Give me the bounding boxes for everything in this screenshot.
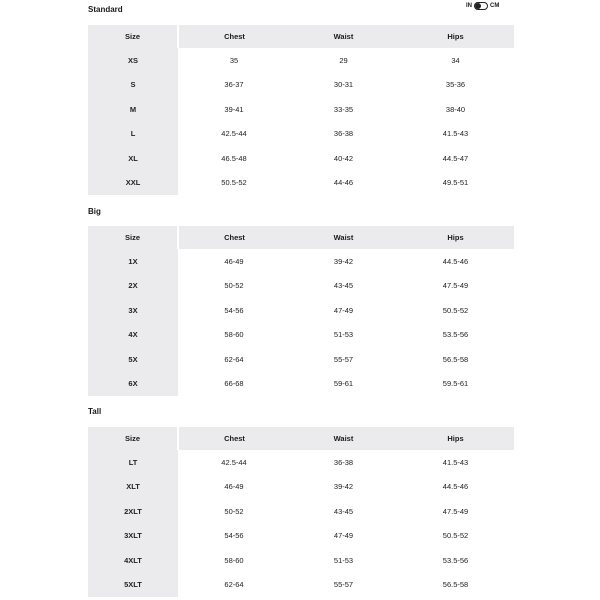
cell-chest: 36-37: [224, 80, 244, 90]
cell-hips: 44.5-46: [442, 256, 469, 266]
table-row: [88, 475, 514, 500]
cell-size: 5XLT: [88, 573, 178, 598]
cell-hips: 53.5-56: [442, 330, 469, 340]
cell-size: 5X: [88, 347, 178, 372]
cell-waist: 43-45: [333, 506, 354, 516]
table-row: [88, 274, 514, 299]
table-row: [88, 372, 514, 397]
cell-waist: 29: [339, 55, 348, 65]
cell-hips: 47.5-49: [442, 506, 469, 516]
cell-waist: 51-53: [333, 555, 354, 565]
cell-waist: 36-38: [333, 129, 354, 139]
table-header-row: [88, 427, 514, 450]
cell-chest: 54-56: [224, 531, 244, 541]
cell-chest: 50-52: [224, 281, 244, 291]
table-row: [88, 48, 514, 73]
column-header-hips: Hips: [397, 226, 514, 249]
cell-size: 3XLT: [88, 524, 178, 549]
cell-chest: 50.5-52: [221, 178, 247, 188]
cell-hips: 49.5-51: [442, 178, 469, 188]
cell-size: XLT: [88, 475, 178, 500]
table-header-row: [88, 226, 514, 249]
cell-hips: 44.5-47: [442, 153, 469, 163]
cell-size: LT: [88, 450, 178, 475]
table-row: [88, 97, 514, 122]
section-title-tall: Tall: [88, 407, 102, 416]
cell-chest: 58-60: [224, 330, 244, 340]
cell-size: XXL: [88, 171, 178, 196]
cell-hips: 56.5-58: [442, 354, 469, 364]
cell-waist: 55-57: [333, 354, 354, 364]
unit-toggle-in-label: IN: [466, 3, 472, 9]
cell-size: M: [88, 97, 178, 122]
cell-waist: 39-42: [333, 482, 354, 492]
table-row: [88, 347, 514, 372]
column-header-hips: Hips: [397, 427, 514, 450]
unit-toggle-cm-label: CM: [490, 3, 500, 9]
cell-hips: 47.5-49: [442, 281, 469, 291]
cell-waist: 47-49: [333, 305, 354, 315]
cell-chest: 46.5-48: [221, 153, 247, 163]
table-row: [88, 73, 514, 98]
size-table-tall: [88, 427, 514, 597]
cell-size: 4X: [88, 323, 178, 348]
cell-waist: 43-45: [333, 281, 354, 291]
column-header-hips: Hips: [397, 25, 514, 48]
cell-size: XS: [88, 48, 178, 73]
cell-waist: 33-35: [333, 104, 354, 114]
unit-switch[interactable]: [474, 2, 488, 10]
cell-hips: 50.5-52: [442, 305, 469, 315]
unit-switch-knob: [475, 3, 481, 9]
cell-chest: 42.5-44: [221, 129, 247, 139]
cell-size: L: [88, 122, 178, 147]
table-row: [88, 573, 514, 598]
cell-waist: 55-57: [333, 580, 354, 590]
cell-size: 1X: [88, 249, 178, 274]
cell-hips: 38-40: [445, 104, 466, 114]
cell-size: 2X: [88, 274, 178, 299]
cell-hips: 56.5-58: [442, 580, 469, 590]
cell-size: 4XLT: [88, 548, 178, 573]
cell-hips: 44.5-46: [442, 482, 469, 492]
cell-chest: 50-52: [224, 506, 244, 516]
table-row: [88, 548, 514, 573]
cell-waist: 36-38: [333, 457, 354, 467]
cell-chest: 62-64: [224, 354, 244, 364]
cell-hips: 35-36: [445, 80, 466, 90]
table-row: [88, 171, 514, 196]
cell-hips: 34: [451, 55, 460, 65]
cell-waist: 39-42: [333, 256, 354, 266]
column-header-size: Size: [88, 427, 178, 450]
size-table-standard: [88, 25, 514, 195]
table-row: [88, 249, 514, 274]
cell-chest: 35: [229, 55, 239, 65]
table-row: [88, 146, 514, 171]
column-header-waist: Waist: [290, 25, 397, 48]
cell-hips: 59.5-61: [442, 379, 469, 389]
cell-chest: 42.5-44: [221, 457, 247, 467]
cell-chest: 46-49: [224, 482, 244, 492]
column-header-waist: Waist: [290, 226, 397, 249]
cell-size: 3X: [88, 298, 178, 323]
cell-waist: 30-31: [333, 80, 354, 90]
cell-waist: 59-61: [333, 379, 354, 389]
table-row: [88, 122, 514, 147]
table-row: [88, 499, 514, 524]
cell-size: 2XLT: [88, 499, 178, 524]
size-table-big: [88, 226, 514, 396]
section-title-standard: Standard: [88, 5, 123, 14]
table-header-row: [88, 25, 514, 48]
column-header-chest: Chest: [178, 25, 290, 48]
table-row: [88, 298, 514, 323]
cell-hips: 53.5-56: [442, 555, 469, 565]
cell-chest: 54-56: [224, 305, 244, 315]
cell-size: XL: [88, 146, 178, 171]
cell-chest: 39-41: [224, 104, 244, 114]
column-header-waist: Waist: [290, 427, 397, 450]
column-header-chest: Chest: [178, 427, 290, 450]
column-header-size: Size: [88, 25, 178, 48]
cell-size: S: [88, 73, 178, 98]
cell-hips: 41.5-43: [442, 457, 469, 467]
cell-chest: 46-49: [224, 256, 244, 266]
table-row: [88, 450, 514, 475]
unit-toggle[interactable]: [466, 2, 499, 10]
cell-waist: 40-42: [333, 153, 354, 163]
cell-hips: 50.5-52: [442, 531, 469, 541]
cell-waist: 51-53: [333, 330, 354, 340]
column-header-size: Size: [88, 226, 178, 249]
cell-chest: 58-60: [224, 555, 244, 565]
table-row: [88, 323, 514, 348]
cell-size: 6X: [88, 372, 178, 397]
cell-waist: 47-49: [333, 531, 354, 541]
table-row: [88, 524, 514, 549]
section-title-big: Big: [88, 207, 101, 216]
cell-hips: 41.5-43: [442, 129, 469, 139]
cell-chest: 66-68: [224, 379, 244, 389]
column-header-chest: Chest: [178, 226, 290, 249]
cell-chest: 62-64: [224, 580, 244, 590]
cell-waist: 44-46: [333, 178, 354, 188]
